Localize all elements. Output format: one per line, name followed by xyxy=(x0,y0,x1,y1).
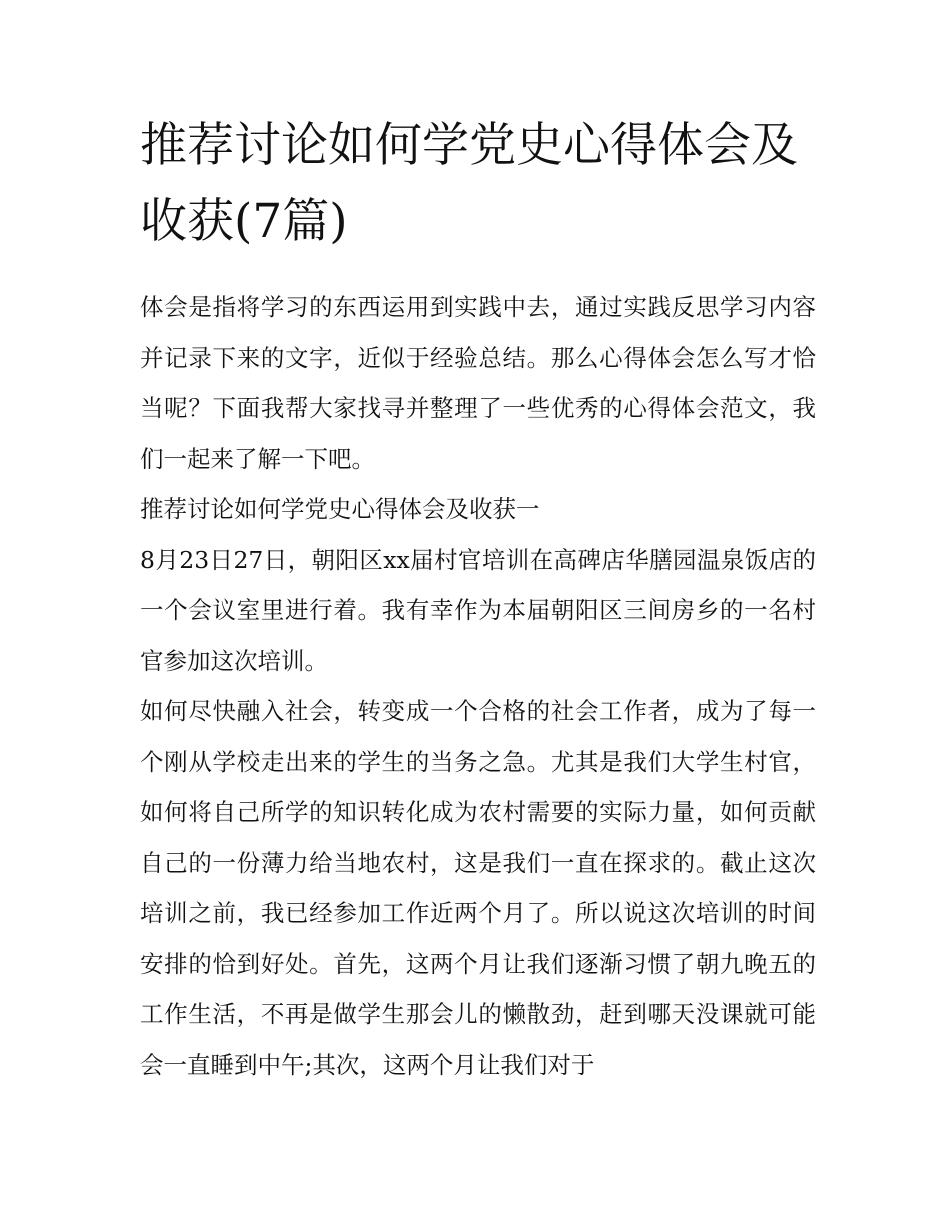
body-paragraph: 如何尽快融入社会，转变成一个合格的社会工作者，成为了每一个刚从学校走出来的学生的当务之急。尤其是我们大学生村官，如何将自己所学的知识转化成为农村需要的实际力量，如何贡献自己的一份薄力给当地农村，这是我们一直在探求的。截止这次培训之前，我已经参加工作近两个月了。所以说这次培训的时间安排的恰到好处。首先，这两个月让我们逐渐习惯了朝九晚五的工作生活，不再是做学生那会儿的懒散劲，赶到哪天没课就可能会一直睡到中午;其次，这两个月让我们对于 xyxy=(140,697,816,1079)
document-body xyxy=(140,282,816,1090)
section-heading: 推荐讨论如何学党史心得体会及收获一 xyxy=(140,495,540,523)
body-paragraph: 8月23日27日，朝阳区xx届村官培训在高碑店华膳园温泉饭店的一个会议室里进行着。我有幸作为本届朝阳区三间房乡的一名村官参加这次培训。 xyxy=(140,545,816,675)
document-title: 推荐讨论如何学党史心得体会及收获(7篇) xyxy=(140,118,798,249)
intro-paragraph: 体会是指将学习的东西运用到实践中去，通过实践反思学习内容并记录下来的文字，近似于经验总结。那么心得体会怎么写才恰当呢？下面我帮大家找寻并整理了一些优秀的心得体会范文，我们一起来了解一下吧。 xyxy=(140,293,816,473)
